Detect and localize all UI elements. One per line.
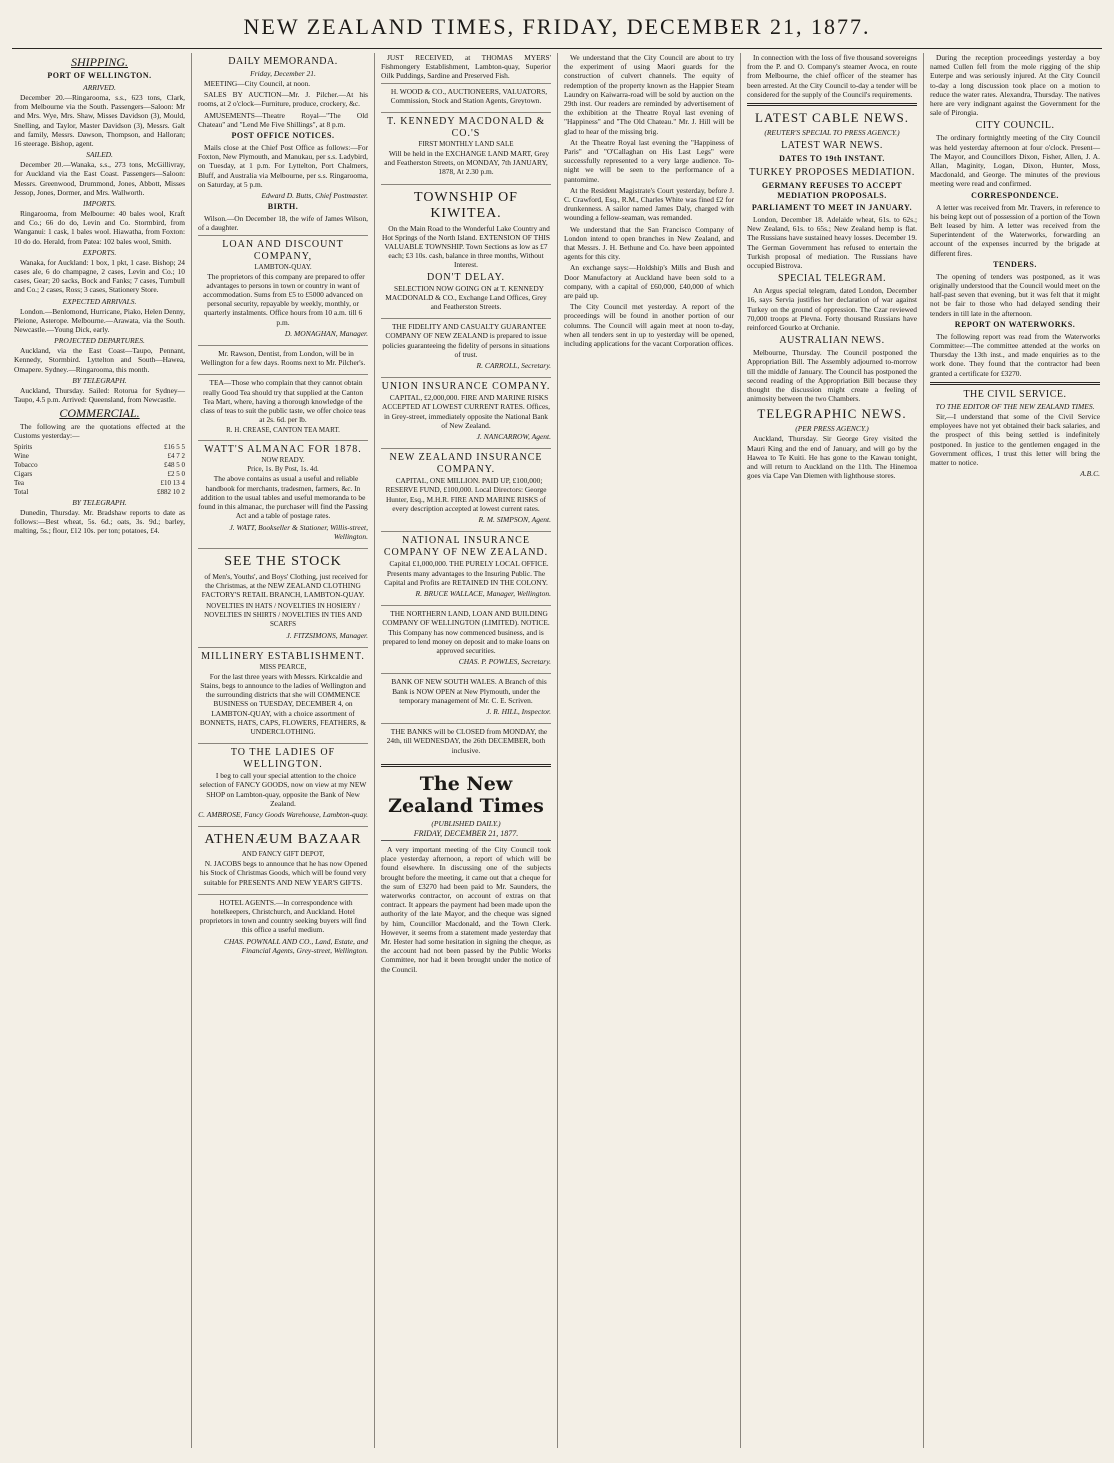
almanac-title: WATT'S ALMANAC FOR 1878. bbox=[204, 444, 362, 456]
telegraph2-text: Dunedin, Thursday. Mr. Bradshaw reports to date as follows:—Best wheat, 5s. 6d.; oats, 3s. 9d.; barley, malting, 5s.; flour, £12 10s. per ton; potatoes, £4. bbox=[14, 507, 185, 536]
editorial-text: A very important meeting of the City Council took place yesterday afternoon, a report of which will be found elsewhere. In discussing one of the subjects brought before the meeting, it came out that a cheque for the sum of £3270 had been paid to Mr. Saunders, the waterworks contractor, on account of extras on that contract. It appears the payment had been made upon the authority of the late Mayor, and the cheque was signed by him, Councillor Macdonald, and the Town Clerk. However, it seems from a statement made yesterday that Mr. Hester had some hesitation in signing the cheque, as the account had not been passed by the Public Works Committee, nor had it been brought under the notice of the Council. bbox=[381, 844, 551, 974]
athenaeum-sub: AND FANCY GIFT DEPOT, bbox=[241, 850, 325, 859]
customs-item: Tea bbox=[14, 478, 25, 487]
date-line: FRIDAY, DECEMBER 21, 1877. bbox=[381, 829, 551, 841]
birth-text: Wilson.—On December 18, the wife of James Wilson, of a daughter. bbox=[198, 214, 368, 233]
union-ad bbox=[381, 377, 551, 446]
customs-item: Wine bbox=[14, 451, 29, 460]
post-heading: POST OFFICE NOTICES. bbox=[231, 131, 335, 141]
masthead: NEW ZEALAND TIMES, FRIDAY, DECEMBER 21, 1877. bbox=[243, 14, 871, 39]
hotel-ad bbox=[198, 894, 368, 960]
bnsw-ad bbox=[381, 673, 551, 721]
fidelity-signature: R. CARROLL, Secretary. bbox=[476, 361, 551, 371]
cable-rule bbox=[747, 103, 917, 106]
cable-sub: (REUTER'S SPECIAL TO PRESS AGENCY.) bbox=[764, 128, 900, 138]
national-title: NATIONAL INSURANCE COMPANY OF NEW ZEALAND. bbox=[383, 535, 549, 559]
civil-text: Sir,—I understand that some of the Civil Service employees have not yet obtained their back salaries, and the prospect of this being settled is indefinitely postponed. In justice to the gentlemen engaged in the Government offices, I trust this letter will bring the matter to notice. bbox=[930, 411, 1100, 467]
customs-row bbox=[14, 461, 185, 470]
civil-rule bbox=[930, 382, 1100, 385]
special-heading: SPECIAL TELEGRAM. bbox=[778, 273, 886, 285]
tenders-text: The opening of tenders was postponed, as it was originally understood that the Council would meet on the half-past seven that evening, but it was felt that it might not be fair to those who had delayed sending their tenders in till late in the afternoon. bbox=[930, 271, 1100, 318]
exports-heading: EXPORTS. bbox=[82, 247, 117, 257]
amusements-text: AMUSEMENTS—Theatre Royal—"The Old Chateau" and "Lend Me Five Shillings", at 8 p.m. bbox=[198, 110, 368, 129]
customs-amount: £4 7 2 bbox=[167, 451, 185, 460]
exchange-text: An exchange says:—Holdship's Mills and Bush and Door Manufactory at Auckland have been sold to a company, with a capital of £60,000, £40,000 of which are paid up. bbox=[564, 263, 734, 301]
almanac-text: The above contains as usual a useful and reliable handbook for merchants, tradesmen, farmers, &c. In addition to the usual tables and useful memoranda to be found in this almanac, the purchaser will find the Passing Act and a table of postage rates. bbox=[198, 474, 368, 521]
millinery-ad bbox=[198, 647, 368, 741]
column-3 bbox=[374, 53, 557, 1448]
millinery-sub: MISS PEARCE, bbox=[259, 662, 307, 671]
stock-ad bbox=[198, 548, 368, 645]
millinery-text: For the last three years with Messrs. Kirkcaldie and Stains, begs to announce to the ladies of Wellington and the surrounding districts that she will COMMENCE BUSINESS on TUESDAY, DECEMBER 4, on LAMBTON-QUAY, with a choice assortment of BONNETS, HATS, CAPS, FLOWERS, FEATHERS, & UNDERCLOTHING. bbox=[199, 671, 367, 736]
australian-text: Melbourne, Thursday. The Council postponed the Appropriation Bill. The Assembly adjourned to-morrow till the middle of January. The Council has postponed the second reading of the Appropriation Bill because they thought the discussion might create a feeling of animosity between the two Chambers. bbox=[747, 348, 917, 404]
australian-heading: AUSTRALIAN NEWS. bbox=[779, 335, 885, 347]
dental-text: Mr. Rawson, Dentist, from London, will be in Wellington for a few days. Rooms next to Mr. Pilcher's. bbox=[200, 349, 366, 368]
banks-text: THE BANKS will be CLOSED from MONDAY, the 24th, till WEDNESDAY, the 26th DECEMBER, both inclusive. bbox=[386, 727, 548, 755]
ladies-ad bbox=[198, 743, 368, 824]
nzins-title: NEW ZEALAND INSURANCE COMPANY. bbox=[389, 452, 543, 476]
customs-item: Spirits bbox=[14, 442, 33, 451]
customs-amount: £48 5 0 bbox=[164, 460, 185, 469]
northern-signature: CHAS. P. POWLES, Secretary. bbox=[458, 657, 551, 667]
nameplate-rule bbox=[381, 764, 551, 767]
civil-signature: A.B.C. bbox=[1080, 469, 1100, 479]
correspondence-text: A letter was received from Mr. Travers, in reference to his being kept out of possession of a portion of the Town Belt leased by him. A letter was received from the Superintendent of the Waterworks, forwarding an account of the expenses incurred by the brigade at different fires. bbox=[930, 202, 1100, 258]
cable-text: London, December 18. Adelaide wheat, 61s. to 62s.; New Zealand, 61s. to 65s.; New Zealand hemp is flat. The Russians have sustained heavy losses. December 19. The German Government has refused to entertain the Turkish proposal of mediation. The Russians have occupied Bistrova. bbox=[747, 215, 917, 271]
union-title: UNION INSURANCE COMPANY. bbox=[381, 381, 551, 393]
customs-row bbox=[14, 470, 185, 479]
correspondence-heading: CORRESPONDENCE. bbox=[971, 190, 1059, 200]
dont-delay: DON'T DELAY. bbox=[426, 271, 506, 283]
national-signature: R. BRUCE WALLACE, Manager, Wellington. bbox=[415, 588, 551, 598]
almanac-sub: NOW READY. bbox=[261, 456, 305, 465]
local-text: In connection with the loss of five thousand sovereigns from the P. and O. Company's steamer Avoca, en route from Melbourne, the chief officer of the steamer has been arrested. At the City Council to-day a tender will be considered for the supply of the Council's requirements. bbox=[747, 53, 917, 99]
nzins-text: CAPITAL, ONE MILLION. PAID UP, £100,000; RESERVE FUND, £100,000. Local Directors: George Hunter, Esq., M.H.R. FIRE AND MARINE RISKS of every description accepted at lowest current rates. bbox=[385, 476, 547, 513]
birth-heading: BIRTH. bbox=[267, 202, 299, 212]
loan-sub: LAMBTON-QUAY. bbox=[254, 262, 312, 271]
telegraph2-heading: BY TELEGRAPH. bbox=[72, 497, 127, 507]
customs-item: Cigars bbox=[14, 469, 33, 478]
almanac-ad bbox=[198, 440, 368, 545]
war-heading: LATEST WAR NEWS. bbox=[781, 140, 883, 152]
kennedy-text: Will be held in the EXCHANGE LAND MART, Grey and Featherston Streets, on MONDAY, 7th JANUARY, 1878, At 2.30 p.m. bbox=[384, 149, 550, 177]
almanac-price: Price, 1s. By Post, 1s. 4d. bbox=[247, 465, 319, 474]
wood-ad bbox=[381, 83, 551, 110]
imports-text: Ringarooma, from Melbourne: 40 bales wool, Kraft and Co.; 66 do do, Levin and Co. Stormbird, from Wanganui: 1 cask, 1 bales wool. Hiawatha, from Foxton: 10 do do. Herald, from Patea: 102 bales wool, Smith. bbox=[14, 209, 185, 246]
civil-sub: TO THE EDITOR OF THE NEW ZEALAND TIMES. bbox=[935, 401, 1095, 411]
columns bbox=[8, 53, 1106, 1448]
fidelity-ad bbox=[381, 318, 551, 375]
customs-row bbox=[14, 488, 185, 497]
athenaeum-text: N. JACOBS begs to announce that he has now Opened his Stock of Christmas Goods, which will be found very suitable for PRESENTS AND NEW YEAR'S GIFTS. bbox=[199, 859, 368, 887]
customs-amount: £10 13 4 bbox=[160, 478, 185, 487]
column-6 bbox=[923, 53, 1106, 1448]
cable-heading: LATEST CABLE NEWS. bbox=[755, 110, 909, 126]
hotel-signature: CHAS. POWNALL AND CO., Land, Estate, and Financial Agents, Grey-street, Wellington. bbox=[223, 936, 368, 955]
imports-heading: IMPORTS. bbox=[82, 199, 117, 209]
customs-row bbox=[14, 443, 185, 452]
ladies-text: I beg to call your special attention to the choice selection of FANCY GOODS, now on view at my NEW SHOP on Lambton-quay, opposite the Bank of New Zealand. bbox=[199, 771, 367, 808]
sales-text: SALES BY AUCTION—Mr. J. Pilcher.—At his rooms, at 2 o'clock—Furniture, produce, crockery, &c. bbox=[198, 90, 368, 109]
turkey-heading: TURKEY PROPOSES MEDIATION. bbox=[749, 167, 915, 179]
telegraph-text: Auckland, Thursday. Sailed: Rotorua for Sydney—Taupo, 4.5 p.m. Arrived: Queensland, from Newcastle. bbox=[14, 385, 185, 405]
national-text: Capital £1,000,000. THE PURELY LOCAL OFFICE. Presents many advantages to the Insuring Public. The Capital and Profits are RETAINED IN THE COLONY. bbox=[384, 559, 549, 587]
northern-ad bbox=[381, 605, 551, 671]
kiwitea-ad bbox=[381, 184, 551, 317]
national-ad bbox=[381, 531, 551, 603]
theatre-text: At the Theatre Royal last evening the "Happiness of Paris" and "O'Callaghan on His Last Legs" were successfully represented to a very large audience. To-night we will be seen to the performance of a pantomime. bbox=[564, 137, 734, 184]
tea-signature: R. H. CREASE, CANTON TEA MART. bbox=[226, 426, 340, 435]
exports-text: Wanaka, for Auckland: 1 box, 1 pkt, 1 case. Bishop; 24 cases ale, 6 do champagne, 2 cases, Levin and Co.; 10 cases, Gear; 20 sacks, Bock and Fanks; 7 cases, Turnbull and Co.; 2 cases, Ross; 3 cases, Stationery Store. bbox=[14, 257, 185, 295]
union-signature: J. NANCARROW, Agent. bbox=[476, 432, 551, 442]
kennedy-ad bbox=[381, 112, 551, 182]
customs-amount: £2 5 0 bbox=[167, 469, 185, 478]
ladies-signature: C. AMBROSE, Fancy Goods Warehouse, Lambton-quay. bbox=[198, 809, 368, 819]
civil-heading: THE CIVIL SERVICE. bbox=[963, 388, 1067, 400]
stock-text: of Men's, Youths', and Boys' Clothing, just received for the Christmas, at the NEW ZEALAND CLOTHING FACTORY'S RETAIL BRANCH, LAMBTON-QUAY. bbox=[201, 571, 368, 600]
telegraphic-sub: (PER PRESS AGENCY.) bbox=[795, 424, 869, 434]
dates-heading: DATES TO 19th INSTANT. bbox=[779, 154, 885, 164]
editorial-continued: We understand that the City Council are about to try the experiment of using Maori guards for the construction of culvert channels. The equity of redemption of the property known as the Happier Steam Laundry on Kaiwarra-road will be sold by auction on the 29th inst. Our readers are reminded by advertisement of the exhibition at the Theatre Royal last evening of "Happiness" and "The Old Chateau." Mr. J. Hill will be glad to hear of the missing brig. bbox=[564, 53, 734, 136]
special-text: An Argus special telegram, dated London, December 16, says Servia justifies her declaration of war against Turkey on the ground of oppression. The Czar reviewed 70,000 troops at Plevna. Forty thousand Russians have reinforced Gourko at Orchanie. bbox=[747, 286, 917, 333]
bnsw-signature: J. R. HILL, Inspector. bbox=[486, 706, 551, 716]
waterworks-text: The following report was read from the Waterworks Committee:—The committee attended at the works on Thursday the 13th inst., and made enquiries as to the work done. They found that the contractor had been granted a certificate for £3270. bbox=[930, 331, 1100, 378]
almanac-signature: J. WATT, Bookseller & Stationer, Willis-street, Wellington. bbox=[229, 522, 368, 541]
loan-title: LOAN AND DISCOUNT COMPANY, bbox=[222, 238, 344, 262]
athenaeum-ad bbox=[198, 826, 368, 892]
dental-ad bbox=[198, 345, 368, 372]
council-minutes: The ordinary fortnightly meeting of the City Council was held yesterday afternoon at four o'clock. Present—The Mayor, and Councillors Dixon, Fisher, Allen, J. A. Allan, Maginity, Logan, Dixon, Hunter, Moss, Macdonald, and George. The minutes of the previous meeting were read and confirmed. bbox=[930, 133, 1100, 189]
customs-row bbox=[14, 452, 185, 461]
loan-ad bbox=[198, 235, 368, 343]
loan-signature: D. MONAGHAN, Manager. bbox=[284, 328, 368, 338]
kennedy-sub: FIRST MONTHLY LAND SALE bbox=[418, 140, 514, 149]
port-heading: PORT OF WELLINGTON. bbox=[47, 71, 152, 80]
expected-heading: EXPECTED ARRIVALS. bbox=[62, 296, 137, 306]
parliament-heading: PARLIAMENT TO MEET IN JANUARY. bbox=[751, 203, 913, 213]
germany-heading: GERMANY REFUSES TO ACCEPT MEDIATION PROPOSALS. bbox=[761, 181, 903, 201]
projected-text: Auckland, via the East Coast—Taupo, Pennant, Kennedy, Stormbird. Lyttelton and South—Hawea, Omapere. Sydney.—Ringarooma, this month. bbox=[14, 346, 185, 374]
telegraphic-heading: TELEGRAPHIC NEWS. bbox=[757, 406, 907, 422]
projected-heading: PROJECTED DEPARTURES. bbox=[54, 336, 145, 346]
ladies-title: TO THE LADIES OF WELLINGTON. bbox=[230, 747, 336, 771]
memo-heading: DAILY MEMORANDA. bbox=[228, 56, 338, 67]
wood-text: H. WOOD & CO., AUCTIONEERS, VALUATORS, Commission, Stock and Station Agents, Greytown. bbox=[390, 86, 548, 105]
kiwitea-text: On the Main Road to the Wonderful Lake Country and Hot Springs of the North Island. EXTENSION OF THIS VALUABLE TOWNSHIP. Town Sections as low as £7 each; £3 10s. cash, balance in three months, Without Interest. bbox=[382, 223, 550, 270]
customs-amount: £882 10 2 bbox=[157, 487, 185, 496]
customs-table bbox=[14, 443, 185, 497]
post-signature: Edward D. Butts, Chief Postmaster. bbox=[261, 191, 368, 201]
company-text: We understand that the San Francisco Company of London intend to open branches in New Zealand, and that Messrs. J. H. Bethune and Co. have been appointed agents for this city. bbox=[564, 224, 734, 262]
shipping-heading: SHIPPING. bbox=[71, 55, 128, 69]
memo-date: Friday, December 21. bbox=[250, 69, 316, 78]
telegraphic-text: Auckland, Thursday. Sir George Grey visited the Mauri King and the end of January, and will go by the Hawea to Te Kuiti. He has gone to the Kawau tonight, and will return to Auckland on the 11th. The Hinemoa goes via Cape Van Diemen with lighthouse stores. bbox=[747, 434, 917, 481]
customs-amount: £16 5 5 bbox=[164, 442, 185, 451]
waterworks-heading: REPORT ON WATERWORKS. bbox=[954, 319, 1076, 329]
stock-signature: J. FITZSIMONS, Manager. bbox=[286, 630, 368, 640]
column-4 bbox=[557, 53, 740, 1448]
meeting-text: MEETING—City Council, at noon. bbox=[204, 79, 311, 88]
stock-title: SEE THE STOCK bbox=[224, 553, 342, 569]
banks-ad bbox=[381, 723, 551, 760]
tenders-heading: TENDERS. bbox=[993, 259, 1037, 269]
council-heading: CITY COUNCIL. bbox=[975, 120, 1055, 132]
masthead-rule bbox=[12, 48, 1102, 49]
union-text: CAPITAL, £2,000,000. FIRE AND MARINE RISKS ACCEPTED AT LOWEST CURRENT RATES. Offices, in Grey-street, immediately opposite the National Bank of New Zealand. bbox=[381, 393, 550, 430]
millinery-title: MILLINERY ESTABLISHMENT. bbox=[201, 650, 365, 662]
telegraph-heading: BY TELEGRAPH. bbox=[72, 375, 127, 385]
nzins-ad bbox=[381, 448, 551, 529]
column-5 bbox=[740, 53, 923, 1448]
nzins-signature: R. M. SIMPSON, Agent. bbox=[478, 515, 551, 525]
kennedy-title: T. KENNEDY MACDONALD & CO.'S bbox=[386, 116, 546, 140]
customs-item: Tobacco bbox=[14, 460, 38, 469]
hotel-text: HOTEL AGENTS.—In correspondence with hotelkeepers, Christchurch, and Auckland. Hotel proprietors in town and country seeking buyers will find this office a useful medium. bbox=[199, 897, 367, 935]
northern-text: THE NORTHERN LAND, LOAN AND BUILDING COMPANY OF WELLINGTON (LIMITED). NOTICE. This Company has now commenced business, and is prepared to lend money on deposit and to make loans on approved securities. bbox=[382, 609, 550, 655]
loan-text: The proprietors of this company are prepared to offer advantages to persons in town or country in want of accommodation. Sums from £5 to £5000 advanced on personal security, repayable by weekly, monthly, or quarterly instalments. Office hours from 10 a.m. till 6 p.m. bbox=[203, 271, 365, 327]
arrived-heading: ARRIVED. bbox=[83, 83, 116, 92]
proceedings-text: During the reception proceedings yesterday a boy named Cullen fell from the mole rigging of the ship Euterpe and was seriously injured. At the City Council to-day a long discussion took place on a motion to reduce the water rates. Alexandra, Thursday. The natives here are very indignant against the Government for the sale of Pirongia. bbox=[930, 53, 1100, 118]
customs-row bbox=[14, 479, 185, 488]
nameplate: The New Zealand Times bbox=[388, 772, 544, 817]
stock-novelties: NOVELTIES IN HATS / NOVELTIES IN HOSIERY / NOVELTIES IN SHIRTS / NOVELTIES IN TIES AND SCARFS bbox=[204, 601, 362, 628]
council-text: The City Council met yesterday. A report of the proceedings will be found in another portion of our columns. The Council will again meet at noon to-day, when all tenders sent in up to yesterday will be opened, including applications for the vacant Corporation offices. bbox=[564, 302, 734, 349]
fidelity-text: THE FIDELITY AND CASUALTY GUARANTEE COMPANY OF NEW ZEALAND is prepared to issue policies guaranteeing the fidelity of persons in situations of trust. bbox=[382, 322, 550, 359]
bnsw-text: BANK OF NEW SOUTH WALES. A Branch of this Bank is NOW OPEN at New Plymouth, under the temporary management of Mr. C. E. Scriven. bbox=[391, 677, 547, 705]
sailed-heading: SAILED. bbox=[86, 150, 113, 160]
commercial-heading: COMMERCIAL. bbox=[59, 406, 140, 421]
court-text: At the Resident Magistrate's Court yesterday, before J. C. Crawford, Esq., R.M., Charles White was fined £2 for drunkenness. A sailor named James Daly, charged with wounding a fellow-seaman, was remanded. bbox=[564, 185, 734, 223]
post-text: Mails close at the Chief Post Office as follows:—For Foxton, New Plymouth, and Manukau, per s.s. Ladybird, on Tuesday, at 1 p.m. For Lyttelton, Port Chalmers, Bluff, and Australia via Melbourne, per s.s. Ringarooma, on Saturday, at 5 p.m. bbox=[198, 143, 368, 189]
column-1 bbox=[8, 53, 191, 1448]
tea-text: TEA—Those who complain that they cannot obtain really Good Tea should try that supplied at the Canton Tea Mart, where, having a thorough knowledge of the class of teas to suit the public taste, we offer choice teas at 2s. 6d. per lb. bbox=[200, 378, 366, 425]
commercial-text: The following are the quotations effected at the Customs yesterday:— bbox=[14, 422, 185, 441]
tea-ad bbox=[198, 374, 368, 438]
column-2 bbox=[191, 53, 374, 1448]
published-note: (PUBLISHED DAILY.) bbox=[431, 818, 501, 828]
expected-text: London.—Benlomond, Hurricane, Piako, Helen Denny, Pleione, Asterope. Melbourne.—Arawata, via the South. Newcastle.—Young Dick, early. bbox=[14, 306, 185, 335]
athenaeum-title: ATHENÆUM BAZAAR bbox=[204, 832, 362, 848]
received-text: JUST RECEIVED, at THOMAS MYERS' Fishmongery Establishment, Lambton-quay, Superior Oilk Puddings, Sardine and Preserved Fish. bbox=[381, 53, 551, 81]
customs-item: Total bbox=[14, 487, 29, 496]
sailed-text: December 20.—Wanaka, s.s., 273 tons, McGillivray, for Auckland via the East Coast. Passengers—Saloon: Messrs. Greenwood, Drummond, Jones, Abbott, Misses Jessop, Jones, Dormer, and Mrs. Wallworth. bbox=[14, 160, 185, 197]
kiwitea-title: TOWNSHIP OF KIWITEA. bbox=[414, 189, 518, 221]
selection-text: SELECTION NOW GOING ON at T. KENNEDY MACDONALD & CO., Exchange Land Offices, Grey and Featherston Streets. bbox=[385, 283, 547, 312]
arrived-text: December 20.—Ringarooma, s.s., 623 tons, Clark, from Melbourne via the South. Passengers—Saloon: Mr and Mrs. Wye, Mrs. Shaw, Misses Davidson (3), Mould, Snelling, and Taylor, Master Davidson (3), Messrs. Galt and family, Messrs. Dawson, Thompson, and Halloran; 16 steerage. Bishop, agent. bbox=[14, 93, 185, 149]
